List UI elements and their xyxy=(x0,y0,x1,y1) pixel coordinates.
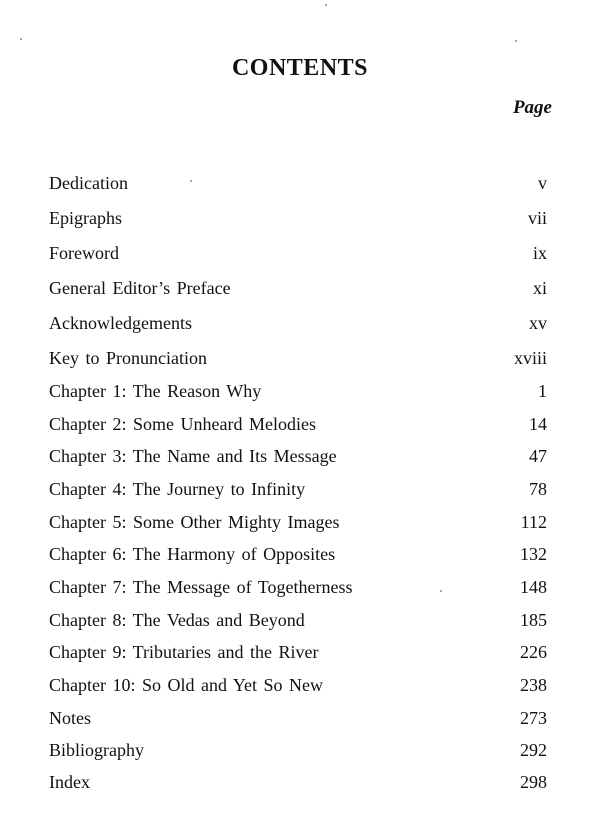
toc-entry xyxy=(49,574,547,600)
toc-entry-page-number: 298 xyxy=(520,772,547,792)
toc-entry xyxy=(49,607,547,633)
toc-entry-page-number: 273 xyxy=(520,708,547,728)
toc-entry xyxy=(49,705,547,731)
toc-entry xyxy=(49,275,547,301)
toc-entry-title: Chapter 5: Some Other Mighty Images xyxy=(49,512,340,532)
toc-entry xyxy=(49,541,547,567)
toc-entry xyxy=(49,769,547,795)
toc-entry xyxy=(49,345,547,371)
toc-entry xyxy=(49,310,547,336)
toc-entry-page-number: 112 xyxy=(520,512,547,532)
toc-entry-page-number: 226 xyxy=(520,642,547,662)
toc-entry-title: Chapter 10: So Old and Yet So New xyxy=(49,675,323,695)
toc-entry-title: Chapter 3: The Name and Its Message xyxy=(49,446,337,466)
toc-entry-page-number: 185 xyxy=(520,610,547,630)
toc-entry-title: Chapter 9: Tributaries and the River xyxy=(49,642,319,662)
toc-entry-title: Index xyxy=(49,772,90,792)
toc-entry-title: Key to Pronunciation xyxy=(49,348,207,368)
toc-entry-title: Epigraphs xyxy=(49,208,122,228)
toc-entry-title: Chapter 4: The Journey to Infinity xyxy=(49,479,306,499)
toc-entry xyxy=(49,240,547,266)
toc-entry-title: Chapter 2: Some Unheard Melodies xyxy=(49,414,316,434)
toc-entry-page-number: 238 xyxy=(520,675,547,695)
toc-entry xyxy=(49,509,547,535)
toc-entry-title: Dedication xyxy=(49,173,128,193)
toc-entry xyxy=(49,205,547,231)
toc-entry-page-number: 1 xyxy=(538,381,547,401)
toc-entry-page-number: xi xyxy=(532,278,547,298)
toc-entry-page-number: 148 xyxy=(520,577,547,597)
toc-entry xyxy=(49,443,547,469)
toc-entry-page-number: xviii xyxy=(513,348,547,368)
toc-entry-title: Foreword xyxy=(49,243,119,263)
toc-entry-title: Chapter 8: The Vedas and Beyond xyxy=(49,610,305,630)
toc-entry-title: Bibliography xyxy=(49,740,144,760)
toc-entry xyxy=(49,737,547,763)
toc-entry-page-number: 14 xyxy=(529,414,547,434)
toc-entry-page-number: ix xyxy=(532,243,547,263)
toc-entry xyxy=(49,170,547,196)
toc-entry-page-number: xv xyxy=(529,313,547,333)
page-title: CONTENTS xyxy=(231,55,369,81)
toc-entry-page-number: vii xyxy=(527,208,547,228)
toc-entry-page-number: 78 xyxy=(529,479,547,499)
scan-speck xyxy=(515,40,517,42)
toc-entry xyxy=(49,672,547,698)
scan-speck xyxy=(20,38,22,40)
toc-entry-page-number: 47 xyxy=(529,446,547,466)
toc-entry-title: Chapter 1: The Reason Why xyxy=(49,381,262,401)
toc-entry xyxy=(49,411,547,437)
scan-speck xyxy=(325,4,327,6)
toc-entry-page-number: 132 xyxy=(520,544,547,564)
toc-entry-title: Chapter 7: The Message of Togetherness xyxy=(49,577,353,597)
toc-entry-title: Notes xyxy=(49,708,91,728)
page-column-label: Page xyxy=(512,97,552,118)
toc-entry xyxy=(49,378,547,404)
toc-entry-title: General Editor’s Preface xyxy=(49,278,231,298)
toc-entry-title: Chapter 6: The Harmony of Opposites xyxy=(49,544,336,564)
toc-entry xyxy=(49,476,547,502)
toc-entry-page-number: 292 xyxy=(520,740,547,760)
toc-entry-page-number: v xyxy=(538,173,547,193)
toc-entry-title: Acknowledgements xyxy=(49,313,192,333)
toc-entry xyxy=(49,639,547,665)
